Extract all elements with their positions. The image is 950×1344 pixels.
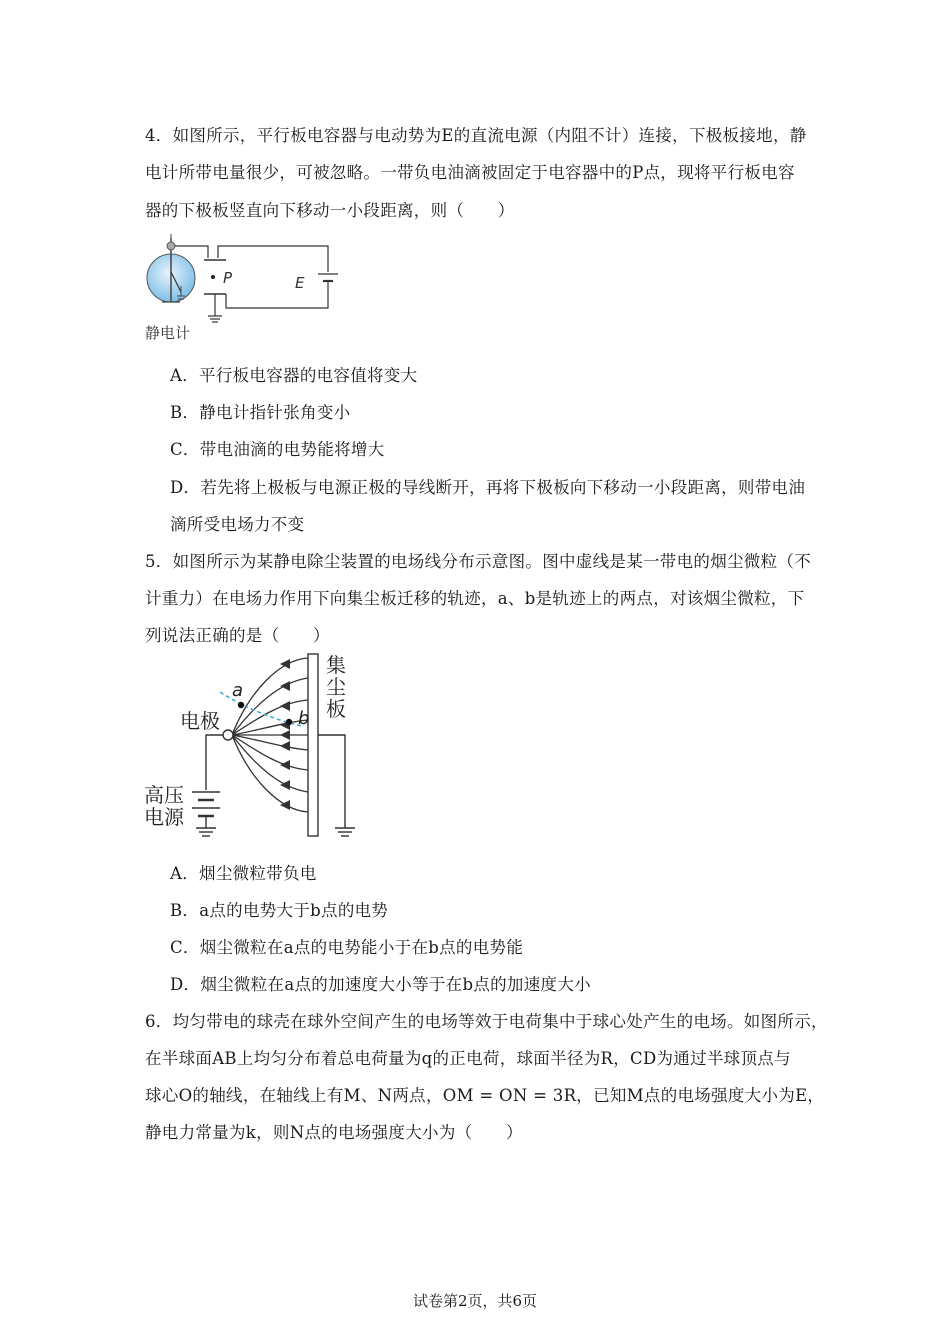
q4-option-d-2: 滴所受电场力不变 <box>170 515 305 534</box>
label-plate-2: 尘 <box>326 675 346 699</box>
label-e: E <box>295 274 305 292</box>
label-electrode: 电极 <box>180 709 220 733</box>
electroscope-icon <box>147 234 195 302</box>
q4-line-1: 4．如图所示，平行板电容器与电动势为E的直流电源（内阻不计）连接，下极板接地，静 <box>145 126 807 145</box>
q4-line-2: 电计所带电量很少，可被忽略。一带负电油滴被固定于电容器中的P点，现将平行板电容 <box>145 163 795 182</box>
q4-option-b: B．静电计指针张角变小 <box>170 403 351 422</box>
label-hv-2: 电源 <box>144 805 184 829</box>
q4-option-a: A．平行板电容器的电容值将变大 <box>170 366 418 385</box>
label-plate-1: 集 <box>326 653 346 677</box>
q6-line-1: 6．均匀带电的球壳在球外空间产生的电场等效于电荷集中于球心处产生的电场。如图所示， <box>145 1012 828 1031</box>
q6-line-3: 球心O的轴线，在轴线上有M、N两点，OM = ON = 3R，已知M点的电场强度大小为E， <box>145 1086 825 1105</box>
q4-option-d-1: D．若先将上极板与电源正极的导线断开，再将下极板向下移动一小段距离，则带电油 <box>170 478 806 497</box>
q5-line-2: 计重力）在电场力作用下向集尘板迁移的轨迹，a、b是轨迹上的两点，对该烟尘微粒，下 <box>145 589 805 608</box>
meter-label: 静电计 <box>145 324 191 342</box>
q5-option-c: C．烟尘微粒在a点的电势能小于在b点的电势能 <box>170 938 524 957</box>
q4-line-3: 器的下极板竖直向下移动一小段距离，则（ ） <box>145 201 515 220</box>
label-p: P <box>223 269 233 287</box>
q4-circuit-figure <box>140 232 340 347</box>
q5-option-b: B．a点的电势大于b点的电势 <box>170 901 389 920</box>
q5-dust-collector-figure <box>140 650 370 850</box>
q5-option-d: D．烟尘微粒在a点的加速度大小等于在b点的加速度大小 <box>170 975 591 994</box>
label-plate-3: 板 <box>326 697 346 721</box>
label-a: a <box>232 680 244 701</box>
q5-line-1: 5．如图所示为某静电除尘装置的电场线分布示意图。图中虚线是某一带电的烟尘微粒（不 <box>145 552 811 571</box>
label-b: b <box>298 708 310 729</box>
q6-line-2: 在半球面AB上均匀分布着总电荷量为q的正电荷，球面半径为R，CD为通过半球顶点与 <box>145 1049 791 1068</box>
q5-line-3: 列说法正确的是（ ） <box>145 626 330 645</box>
q4-option-c: C．带电油滴的电势能将增大 <box>170 440 385 459</box>
label-hv-1: 高压 <box>144 783 184 807</box>
q5-option-a: A．烟尘微粒带负电 <box>170 864 317 883</box>
q6-line-4: 静电力常量为k，则N点的电场强度大小为（ ） <box>145 1123 523 1142</box>
page-footer: 试卷第2页，共6页 <box>412 1292 538 1310</box>
